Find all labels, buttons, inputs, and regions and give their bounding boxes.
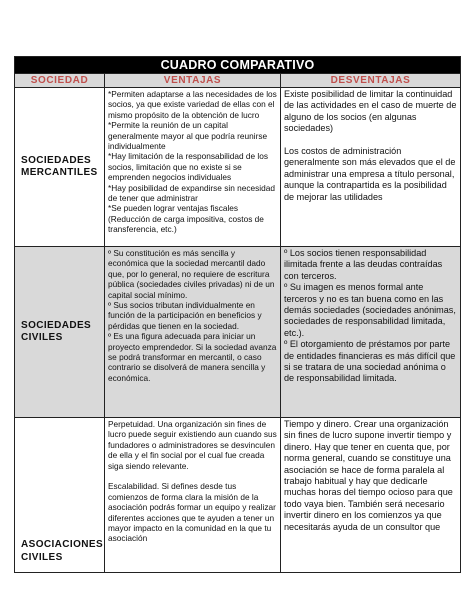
sociedad-name: SOCIEDADES CIVILES bbox=[21, 319, 92, 343]
desventajas-text: º Los socios tienen responsabilidad ilimitada frente a las deudas contraídas con terceros. º Su imagen es menos formal ante terceros y no es tan buena como en las demás sociedades (sociedades anónimas, sociedades de responsabilidad limitada, etc.). º El otorgamiento de préstamos por parte de entidades financieras es más difícil que si se tratara de una sociedad anónima o de responsabilidad limitada. bbox=[284, 248, 456, 384]
header-sociedad: SOCIEDAD bbox=[15, 74, 105, 88]
row-ventajas-cell bbox=[105, 88, 281, 247]
table-row bbox=[15, 418, 461, 573]
comparison-table bbox=[14, 56, 461, 573]
row-sociedad-label bbox=[15, 418, 105, 573]
table-header-row bbox=[15, 74, 461, 88]
row-ventajas-cell bbox=[105, 247, 281, 418]
table-row bbox=[15, 88, 461, 247]
ventajas-text: *Permiten adaptarse a las necesidades de los socios, ya que existe variedad de ellas con el mismo propósito de la obtención de lucro *Permite la reunión de un capital generalmente mayor al que podría reunirse individualmente *Hay limitación de la responsabilidad de los socios, limitación que no existe si se emprenden negocios individuales *Hay posibilidad de expandirse sin necesidad de tener que administrar *Se pueden lograr ventajas fiscales (Reducción de carga impositiva, costos de transferencia, etc.) bbox=[108, 89, 277, 235]
row-desventajas-cell bbox=[281, 88, 461, 247]
table-title: CUADRO COMPARATIVO bbox=[15, 57, 461, 74]
sociedad-name: SOCIEDADES MERCANTILES bbox=[21, 154, 98, 178]
desventajas-text: Tiempo y dinero. Crear una organización sin fines de lucro supone invertir tiempo y dinero. Hay que tener en cuenta que, por norma general, cuando se constituye una asociación se hace de forma paralela al trabajo habitual y hay que dedicarle muchas horas del tiempo ocioso para que todo vaya bien. También será necesario invertir dinero en los comienzos ya que necesitarás ayuda de un consultor que bbox=[284, 419, 456, 532]
ventajas-text: º Su constitución es más sencilla y económica que la sociedad mercantil dado que, por lo general, no requiere de escritura pública (sociedades civiles privadas) ni de un capital social mínimo. º Sus socios tributan individualmente en función de la participación en beneficios y pérdidas que tienen en la sociedad. º Es una figura adecuada para iniciar un proyecto emprendedor. Si la sociedad avanza se podrá transformar en mercantil, o caso contrario se disolverá de manera sencilla y económica. bbox=[108, 248, 277, 383]
row-sociedad-label bbox=[15, 88, 105, 247]
header-ventajas: VENTAJAS bbox=[105, 74, 281, 88]
desventajas-text: Existe posibilidad de limitar la continuidad de las actividades en el caso de muerte de alguno de los socios (en algunas sociedades) Los costos de administración generalmente son más elevados que el de administrar una empresa a título personal, aunque la contrapartida es la posibilidad de mejorar las utilidades bbox=[284, 89, 457, 202]
row-desventajas-cell bbox=[281, 247, 461, 418]
sociedad-name: ASOCIACIONES CIVILES bbox=[21, 539, 104, 563]
row-ventajas-cell bbox=[105, 418, 281, 573]
ventajas-text: Perpetuidad. Una organización sin fines de lucro puede seguir existiendo aun cuando sus fundadores o administradores se desvinculen de ella y el fin social por el cual fue creada siga siendo relevante. Escalabilidad. Si defines desde tus comienzos de forma clara la misión de la asociación podrás formar un equipo y realizar diferentes acciones que te ayuden a tener un mayor impacto en la comunidad en la que tu asociación bbox=[108, 419, 277, 544]
header-desventajas: DESVENTAJAS bbox=[281, 74, 461, 88]
row-sociedad-label bbox=[15, 247, 105, 418]
row-desventajas-cell bbox=[281, 418, 461, 573]
table-title-row bbox=[15, 57, 461, 74]
table-row bbox=[15, 247, 461, 418]
